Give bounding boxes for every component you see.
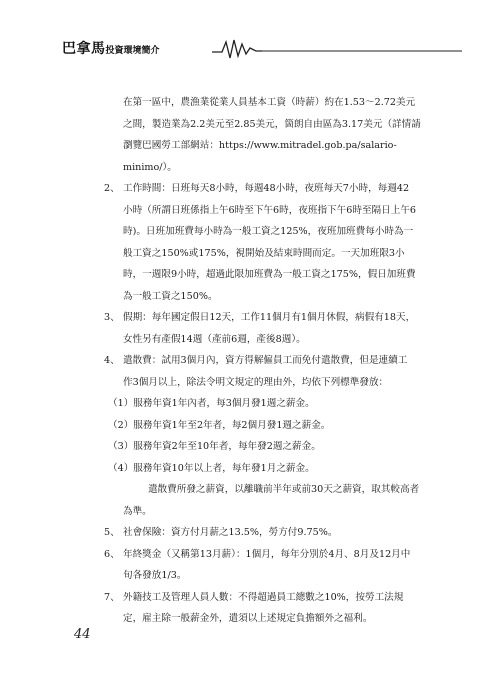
intro-paragraph: [104, 92, 424, 178]
sub-list-item: （2）服務年資1年至2年者，每2個月發1週之薪金。: [108, 419, 331, 431]
sub-list-item: （1）服務年資1年內者，每3個月發1週之薪金。: [108, 398, 315, 409]
item-line: 作3個月以上，除法令明文規定的理由外，均依下列標準發放：: [123, 376, 389, 388]
sub-list-item: （4）服務年資10年以上者，每年發1月之薪金。: [108, 462, 315, 474]
list-item-year-end-bonus: [104, 544, 424, 587]
severance-note: [104, 479, 424, 522]
intro-line: 在第一區中，農漁業從業人員基本工資（時薪）約在1.53～2.72美元: [123, 97, 416, 108]
item-number: 7、: [104, 591, 120, 603]
item-line: 定，雇主除一般薪金外，遣須以上述規定負擔額外之福利。: [123, 613, 373, 624]
sub-list-item: （3）服務年資2年至10年者，每年發2週之薪金。: [108, 441, 321, 452]
item-line: 時)。日班加班費每小時為一般工資之125%，夜班加班費每小時為一: [123, 226, 414, 237]
header-title: [62, 38, 160, 58]
header-title-sub: 投資環境簡介: [105, 46, 160, 56]
item-line: 工作時間：日班每天8小時，每週48小時，夜班每天7小時，每週42: [123, 183, 410, 194]
item-line: 時，一週限9小時，超過此限加班費為一般工資之175%，假日加班費: [123, 269, 416, 280]
note-line: 為準。: [123, 505, 152, 517]
header-title-main: 巴拿馬: [62, 41, 106, 57]
item-line: 般工資之150%或175%，視開始及結束時間而定。一天加班限3小: [123, 247, 405, 259]
item-number: 4、: [104, 355, 120, 366]
page-number: 44: [74, 627, 91, 642]
list-item-foreign-staff: [104, 587, 424, 630]
item-line: 女性另有產假14週（產前6週，產後8週）。: [123, 333, 306, 345]
list-item-working-hours: [104, 178, 424, 307]
severance-sub-list: [104, 393, 424, 479]
list-item-holidays: [104, 307, 424, 350]
item-line: 假期：每年國定假日12天，工作11個月有1個月休假，病假有18天，: [123, 312, 416, 323]
intro-line: 之間，製造業為2.2美元至2.85美元，箇朗自由區為3.17美元（詳情請: [123, 118, 421, 130]
item-number: 6、: [104, 548, 120, 560]
item-line: 年終獎金（又稱第13月薪）：1個月，每年分別於4月、8月及12月中: [123, 548, 411, 560]
item-line: 遣散費：試用3個月內，資方得解僱員工而免付遣散費，但是連續工: [123, 355, 408, 366]
item-line: 旬各發放1/3。: [123, 570, 187, 581]
document-body: [104, 92, 424, 630]
item-line: 小時（所謂日班係指上午6時至下午6時，夜班指下午6時至隔日上午6: [123, 204, 417, 216]
item-line: 外籍技工及管理人員人數：不得超過員工總數之10%，按勞工法規: [123, 591, 404, 603]
list-item-severance: [104, 350, 424, 393]
header-waveform-line: [212, 34, 462, 62]
item-number: 3、: [104, 312, 120, 323]
item-number: 2、: [104, 183, 120, 194]
list-item-social-insurance: [104, 522, 424, 544]
item-line: 社會保險：資方付月薪之13.5%，勞方付9.75%。: [123, 527, 338, 538]
page-header: [62, 34, 422, 62]
item-line: 為一般工資之150%。: [123, 290, 218, 302]
item-number: 5、: [104, 527, 120, 538]
intro-line: 瀏覽巴國勞工部網站：https://www.mitradel.gob.pa/salario-minimo/）。: [123, 140, 397, 173]
note-line: 遣散費所發之薪資，以離職前半年或前30天之薪資，取其較高者: [147, 484, 420, 495]
